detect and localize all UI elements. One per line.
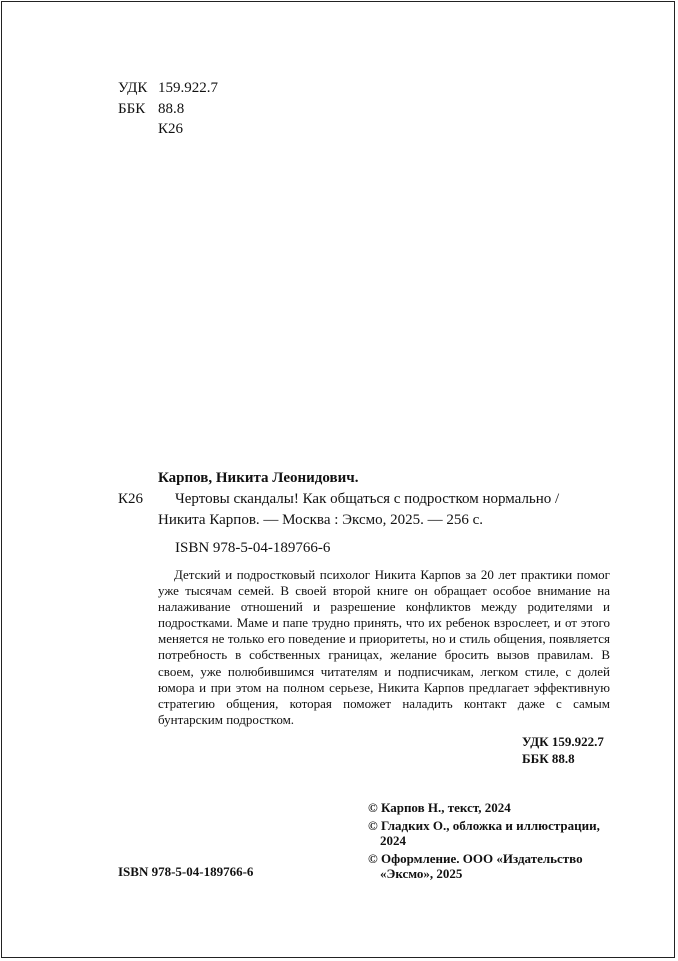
card-title-line2: Никита Карпов. — Москва : Эксмо, 2025. — 256 с. [158, 512, 484, 528]
copyright-illustrations-line: © Гладких О., обложка и иллюстрации, [368, 817, 600, 833]
author-sign: К26 [158, 121, 184, 137]
card-bbk: ББК 88.8 [522, 751, 575, 766]
udk-label: УДК [118, 80, 148, 96]
card-title-line1: Чертовы скандалы! Как общаться с подростком нормально / [175, 491, 560, 507]
card-udk: УДК 159.922.7 [522, 734, 604, 749]
copyright-text-line: © Карпов Н., текст, 2024 [368, 800, 511, 815]
card-isbn: ISBN 978-5-04-189766-6 [175, 540, 331, 556]
copyright-design-publisher: «Эксмо», 2025 [380, 866, 463, 881]
udk-value: 159.922.7 [158, 80, 218, 96]
bbk-label: ББК [118, 101, 146, 117]
copyright-design-line: © Оформление. ООО «Издательство [368, 850, 583, 866]
card-author: Карпов, Никита Леонидович. [158, 470, 359, 486]
footer-isbn: ISBN 978-5-04-189766-6 [118, 864, 254, 879]
copyright-block [368, 800, 600, 882]
card-annotation: Детский и подростковый психолог Никита Карпов за 20 лет практики помог уже тысячам семей. В своей второй книге он обращает особое внимание на налаживание отношений и разрешение конфликтов между родителями и подростками. Маме и папе трудно принять, что их ребенок взрослеет, и от этого меняется не только его поведение и приоритеты, но и стиль общения, появляется потребность в собственных границах, желание бросить вызов правилам. В своем, уже полюбившимся читателям и подписчикам, легком стиле, с долей юмора и при этом на полном серьезе, Никита Карпов предлагает эффективную стратегию общения, которая поможет наладить контакт даже с самым бунтарским подростком. [158, 567, 610, 727]
card-sign: К26 [118, 491, 144, 507]
bbk-value: 88.8 [158, 101, 185, 117]
copyright-illustrations-year: 2024 [380, 833, 406, 848]
